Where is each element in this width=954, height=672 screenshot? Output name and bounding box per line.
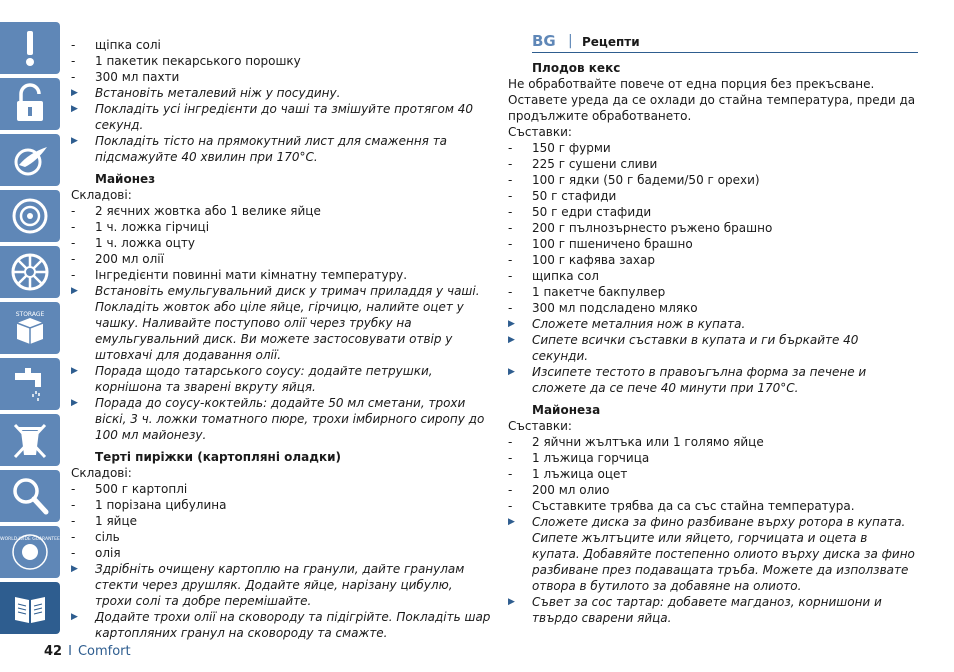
- triangle-bullet-icon: ▶: [71, 612, 78, 622]
- item-text: сіль: [95, 530, 120, 544]
- tap-icon: [9, 363, 51, 405]
- item-text: Інгредієнти повинні мати кімнатну температуру.: [95, 268, 408, 282]
- item-text: Сложете металния нож в купата.: [532, 317, 746, 331]
- ingredient-item: [508, 450, 918, 466]
- ingredient-item: [71, 235, 491, 251]
- dash-bullet: -: [508, 221, 513, 235]
- dash-bullet: -: [508, 173, 513, 187]
- triangle-bullet-icon: ▶: [71, 286, 78, 296]
- item-text: Покладіть усі інгредієнти до чаші та змішуйте протягом 40 секунд.: [95, 102, 473, 132]
- fruit-cake-intro: Не обработвайте повече от една порция без прекъсване. Оставете уреда да се охлади до стайна температура, преди да продължите обработването.: [508, 77, 916, 123]
- item-text: 200 г пълнозърнесто ръжено брашно: [532, 221, 773, 235]
- triangle-bullet-icon: ▶: [508, 367, 515, 377]
- instruction-item: [508, 332, 918, 364]
- triangle-bullet-icon: ▶: [71, 398, 78, 408]
- instruction-item: [71, 101, 491, 133]
- triangle-bullet-icon: ▶: [71, 104, 78, 114]
- item-text: Додайте трохи олії на сковороду та підігрійте. Покладіть шар картопляних гранул на сковороду та смажте.: [95, 610, 491, 640]
- tab-recycle[interactable]: [0, 414, 60, 466]
- item-text: щіпка солі: [95, 38, 161, 52]
- item-text: 100 г пшеничено брашно: [532, 237, 693, 251]
- dash-bullet: -: [71, 236, 76, 250]
- footer-separator: I: [68, 644, 72, 659]
- item-text: Порада до соусу-коктейль: додайте 50 мл сметани, трохи віскі, 3 ч. ложки томатного пюре, трохи імбирного сиропу до 100 мл майонезу.: [95, 396, 485, 442]
- item-text: олія: [95, 546, 121, 560]
- triangle-bullet-icon: ▶: [71, 88, 78, 98]
- dash-bullet: -: [71, 252, 76, 266]
- ingredient-item: [71, 53, 491, 69]
- tab-rotor[interactable]: [0, 246, 60, 298]
- tab-warning[interactable]: [0, 22, 60, 74]
- dash-bullet: -: [508, 141, 513, 155]
- triangle-bullet-icon: ▶: [71, 564, 78, 574]
- dash-bullet: -: [508, 189, 513, 203]
- ingredient-item: [71, 219, 491, 235]
- page-number: 42: [44, 644, 63, 659]
- dash-bullet: -: [71, 268, 76, 282]
- ingredient-item: [508, 204, 918, 220]
- item-text: 500 г картоплі: [95, 482, 188, 496]
- dash-bullet: -: [508, 435, 513, 449]
- dash-bullet: -: [71, 220, 76, 234]
- ingredient-item: [508, 236, 918, 252]
- fruit-cake-title: Плодов кекс: [532, 61, 621, 75]
- item-text: Встановіть емульгувальний диск у тримач приладдя у чаші. Покладіть жовток або ціле яйце, гірчицю, налийте оцет у чашку. Наливайте поступово олії через трубку на емульгувальний диск. Ви можете застосовувати отвір у штовхачі для додавання олії.: [95, 284, 480, 362]
- ingredient-item: [508, 252, 918, 268]
- tab-tap[interactable]: [0, 358, 60, 410]
- ingredient-item: [71, 513, 491, 529]
- dash-bullet: -: [71, 498, 76, 512]
- dash-bullet: -: [71, 530, 76, 544]
- item-text: 200 мл олио: [532, 483, 610, 497]
- ingredient-item: [71, 497, 491, 513]
- dash-bullet: -: [508, 205, 513, 219]
- instruction-item: [508, 514, 918, 594]
- item-text: 300 мл пахти: [95, 70, 180, 84]
- instruction-item: [71, 283, 491, 363]
- item-text: щипка сол: [532, 269, 599, 283]
- lock-icon: [9, 83, 51, 125]
- triangle-bullet-icon: ▶: [508, 597, 515, 607]
- footer-label: Comfort: [77, 644, 131, 659]
- ingredient-item: [71, 529, 491, 545]
- svg-text:WORLD-WIDE GUARANTEE: WORLD-WIDE GUARANTEE: [0, 537, 60, 542]
- item-text: 1 ч. ложка оцту: [95, 236, 196, 250]
- dash-bullet: -: [508, 499, 513, 513]
- section-title: Рецепти: [582, 35, 640, 49]
- ingredient-item: [508, 482, 918, 498]
- instruction-item: [71, 85, 491, 101]
- item-text: 1 пакетик пекарського порошку: [95, 54, 301, 68]
- tab-disc[interactable]: [0, 190, 60, 242]
- ingredient-item: [508, 300, 918, 316]
- instruction-item: [71, 561, 491, 609]
- page-footer: [44, 644, 131, 659]
- mayonnaise-ingredients-label-bg: Съставки:: [508, 419, 572, 433]
- item-text: 50 г стафиди: [532, 189, 617, 203]
- item-text: Сипете всички съставки в купата и ги бъркайте 40 секунди.: [532, 333, 859, 363]
- item-text: 1 порізана цибулина: [95, 498, 227, 512]
- mayonnaise-ingredients-label-uk: Складові:: [71, 188, 132, 202]
- tab-lock[interactable]: [0, 78, 60, 130]
- item-text: 100 г кафява захар: [532, 253, 655, 267]
- item-text: Съставките трябва да са със стайна температура.: [532, 499, 855, 513]
- warning-icon: [9, 27, 51, 69]
- dash-bullet: -: [71, 482, 76, 496]
- item-text: 2 яєчних жовтка або 1 велике яйце: [95, 204, 321, 218]
- ingredient-item: [508, 268, 918, 284]
- magnifier-icon: [9, 475, 51, 517]
- triangle-bullet-icon: ▶: [508, 517, 515, 527]
- dash-bullet: -: [71, 70, 76, 84]
- triangle-bullet-icon: ▶: [71, 366, 78, 376]
- dash-bullet: -: [508, 451, 513, 465]
- dash-bullet: -: [508, 157, 513, 171]
- triangle-bullet-icon: ▶: [508, 319, 515, 329]
- right-list-1: [508, 140, 918, 396]
- left-list-2: [71, 203, 491, 443]
- dash-bullet: -: [71, 38, 76, 52]
- dash-bullet: -: [508, 285, 513, 299]
- recycle-bin-icon: [9, 419, 51, 461]
- item-text: Здрібніть очищену картоплю на гранули, дайте гранулам стекти через друшляк. Додайте яйце, нарізану цибулю, трохи солі та добре перемішайте.: [95, 562, 465, 608]
- ingredient-item: [508, 498, 918, 514]
- tab-blade[interactable]: [0, 134, 60, 186]
- right-column: [508, 60, 918, 626]
- ingredient-item: [71, 203, 491, 219]
- potato-pancakes-title: Терті пиріжки (картопляні оладки): [95, 450, 341, 464]
- left-list-1: [71, 37, 491, 165]
- item-text: Встановіть металевий ніж у посудину.: [95, 86, 341, 100]
- ingredient-item: [71, 481, 491, 497]
- left-column: [71, 37, 491, 641]
- mayonnaise-title-uk: Майонез: [95, 172, 156, 186]
- instruction-item: [71, 133, 491, 165]
- disc-icon: [9, 195, 51, 237]
- ingredient-item: [508, 220, 918, 236]
- item-text: 1 лъжица оцет: [532, 467, 628, 481]
- tab-book[interactable]: [0, 582, 60, 634]
- potato-ingredients-label: Складові:: [71, 466, 132, 480]
- item-text: Изсипете тестото в правоъгълна форма за печене и сложете да се пече 40 минути при 170°C.: [532, 365, 867, 395]
- instruction-item: [508, 594, 918, 626]
- dash-bullet: -: [508, 301, 513, 315]
- item-text: 300 мл подсладено мляко: [532, 301, 698, 315]
- section-header: [532, 32, 918, 53]
- item-text: 100 г ядки (50 г бадеми/50 г орехи): [532, 173, 760, 187]
- item-text: 50 г едри стафиди: [532, 205, 652, 219]
- ingredient-item: [71, 37, 491, 53]
- guarantee-icon: [0, 531, 60, 573]
- instruction-item: [508, 364, 918, 396]
- ingredient-item: [508, 172, 918, 188]
- item-text: 2 яйчни жълтъка или 1 голямо яйце: [532, 435, 764, 449]
- dash-bullet: -: [508, 269, 513, 283]
- item-text: Съвет за сос тартар: добавете магданоз, корнишони и твърдо сварени яйца.: [532, 595, 882, 625]
- ingredient-item: [71, 267, 491, 283]
- instruction-item: [508, 316, 918, 332]
- tab-guarantee[interactable]: [0, 526, 60, 578]
- item-text: 225 г сушени сливи: [532, 157, 658, 171]
- instruction-item: [71, 363, 491, 395]
- tab-storage[interactable]: [0, 302, 60, 354]
- item-text: 1 ч. ложка гірчиці: [95, 220, 210, 234]
- item-text: 1 лъжица горчица: [532, 451, 650, 465]
- triangle-bullet-icon: ▶: [71, 136, 78, 146]
- item-text: Покладіть тісто на прямокутний лист для смаження та підсмажуйте 40 хвилин при 170°C.: [95, 134, 448, 164]
- ingredient-item: [508, 466, 918, 482]
- instruction-item: [71, 609, 491, 641]
- ingredient-item: [508, 434, 918, 450]
- ingredient-item: [71, 545, 491, 561]
- dash-bullet: -: [71, 514, 76, 528]
- header-separator: |: [568, 33, 573, 49]
- mayonnaise-title-bg: Майонеза: [532, 403, 601, 417]
- dash-bullet: -: [71, 546, 76, 560]
- dash-bullet: -: [71, 54, 76, 68]
- dash-bullet: -: [508, 237, 513, 251]
- item-text: 1 пакетче бакпулвер: [532, 285, 666, 299]
- ingredient-item: [508, 156, 918, 172]
- left-list-3: [71, 481, 491, 641]
- blade-icon: [9, 139, 51, 181]
- dash-bullet: -: [508, 483, 513, 497]
- ingredient-item: [71, 251, 491, 267]
- language-code: BG: [532, 32, 556, 50]
- instruction-item: [71, 395, 491, 443]
- ingredient-item: [508, 140, 918, 156]
- storage-icon: [9, 307, 51, 349]
- svg-text:STORAGE: STORAGE: [15, 311, 45, 318]
- item-text: Порада щодо татарського соусу: додайте петрушки, корнішона та зварені вкруту яйця.: [95, 364, 433, 394]
- dash-bullet: -: [508, 467, 513, 481]
- right-list-2: [508, 434, 918, 626]
- item-text: 150 г фурми: [532, 141, 611, 155]
- fruit-cake-ingredients-label: Съставки:: [508, 125, 572, 139]
- tab-magnifier[interactable]: [0, 470, 60, 522]
- book-icon: [9, 587, 51, 629]
- rotor-icon: [9, 251, 51, 293]
- ingredient-item: [508, 188, 918, 204]
- ingredient-item: [71, 69, 491, 85]
- item-text: 200 мл олії: [95, 252, 164, 266]
- triangle-bullet-icon: ▶: [508, 335, 515, 345]
- dash-bullet: -: [508, 253, 513, 267]
- item-text: 1 яйце: [95, 514, 138, 528]
- item-text: Сложете диска за фино разбиване върху ротора в купата. Сипете жълтъците или яйцето, горчицата и оцета в купата. Добавяйте постепенно олиото върху диска за фино разбиване през подаващата тръба. Можете да използвате отвора в бутилото за добавяне на олиото.: [532, 515, 915, 593]
- dash-bullet: -: [71, 204, 76, 218]
- ingredient-item: [508, 284, 918, 300]
